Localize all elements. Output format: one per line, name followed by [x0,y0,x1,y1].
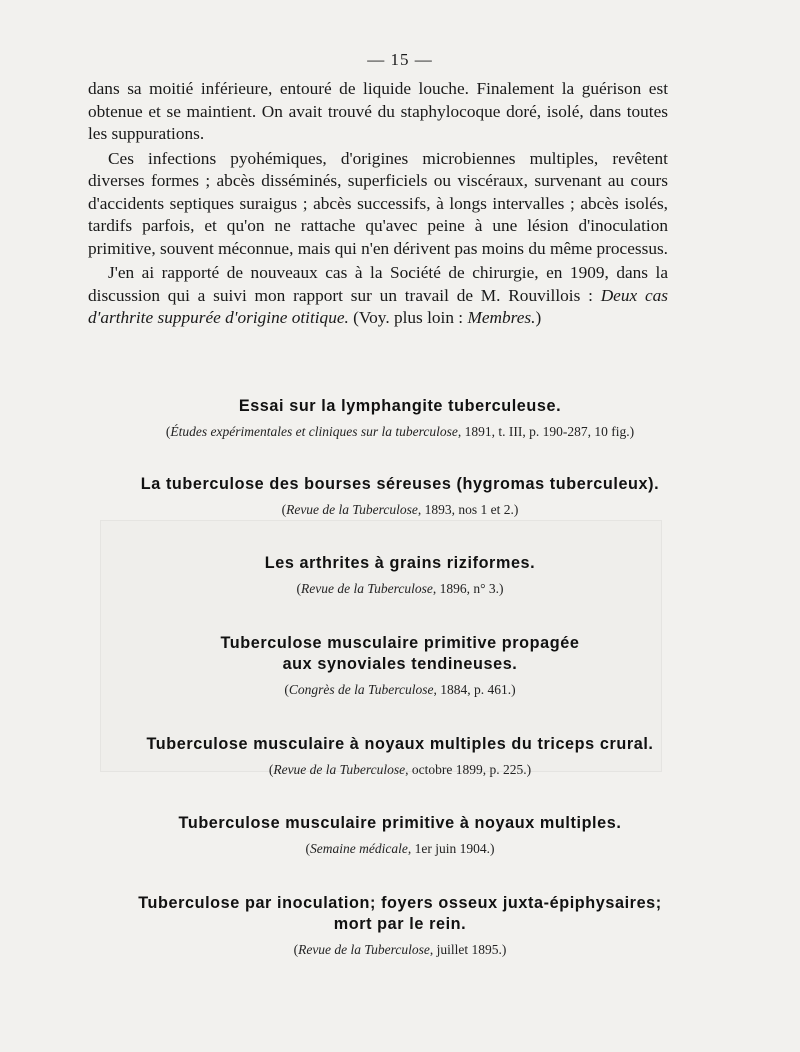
entry-reference [0,681,800,699]
ref-paren: ( [296,581,301,596]
bibliography-entry [0,553,800,598]
bibliography-entry [0,734,800,779]
entry-reference [0,840,800,858]
ref-journal: Revue de la Tuberculose [298,942,430,957]
ref-journal: Revue de la Tuberculose [273,762,406,777]
ref-details: , octobre 1899, p. 225.) [405,762,532,777]
paragraph-3-cited-title: Deux cas d'arthrite suppurée d'origine otitique. [88,285,668,327]
ref-details: , 1893, nos 1 et 2.) [417,502,519,517]
ref-details: , 1896, n° 3.) [432,581,504,596]
entry-title: Tuberculose musculaire primitive à noyaux multiples. [178,814,622,832]
paragraph-2: Ces infections pyohémiques, d'origines microbiennes multiples, revêtent diverses formes ; abcès disséminés, superficiels ou viscéraux, survenant au cours d'accidents septiques suraigus ; abcès successifs, à longs intervalles ; abcès isolés, tardifs parfois, et qu'on ne rattache qu'avec peine à une lésion d'inoculation primitive, souvent méconnue, mais qui n'en dérivent pas moins du même processus. [88,148,669,258]
paragraph-3 [88,262,668,330]
ref-details: , juillet 1895.) [429,942,507,957]
entry-reference [0,423,800,441]
ref-journal: Revue de la Tuberculose [301,581,433,596]
paragraph-3-text-mid: (Voy. plus loin : [348,308,468,327]
ref-details: , 1891, t. III, p. 190-287, 10 fig.) [457,424,635,439]
body-text [88,78,668,330]
ref-journal: Congrès de la Tuberculose [288,682,434,697]
bibliography-entry [0,396,800,441]
ref-paren: ( [293,942,299,957]
page-number: — 15 — [367,50,433,69]
ref-paren: ( [284,682,289,697]
entry-reference [0,580,800,598]
ref-details: , 1884, p. 461.) [433,682,516,697]
ref-journal: Revue de la Tuberculose [286,502,418,517]
entry-reference [0,941,800,959]
ref-journal: Études expérimentales et cliniques sur la tuberculose [170,424,458,439]
entry-title: La tuberculose des bourses séreuses (hygromas tuberculeux). [140,475,660,493]
entry-reference [0,761,800,779]
ref-paren: ( [268,762,274,777]
bibliography-entry [0,474,800,519]
entry-title: Les arthrites à grains riziformes. [264,554,536,572]
ref-paren: ( [305,841,311,856]
paragraph-3-section-ref: Membres. [467,308,536,327]
entry-reference [0,501,800,519]
bibliography-entry [0,893,800,959]
entry-title: Tuberculose musculaire primitive propagée aux synoviales tendineuses. [220,634,580,673]
paragraph-3-text: J'en ai rapporté de nouveaux cas à la Société de chirurgie, en 1909, dans la discussion qui a suivi mon rapport sur un travail de M. Rouvillois : [88,263,668,305]
entry-title: Tuberculose par inoculation; foyers osseux juxta-épiphysaires; mort par le rein. [138,894,662,933]
bibliography-entry [0,633,800,699]
ref-details: , 1er juin 1904.) [407,841,495,856]
paragraph-1: dans sa moitié inférieure, entouré de liquide louche. Finalement la guérison est obtenue et se maintient. On avait trouvé du staphylocoque doré, isolé, dans toutes les suppurations. [88,79,668,143]
paragraph-3-text-end: ) [535,308,542,327]
entry-title: Tuberculose musculaire à noyaux multiples du triceps crural. [146,735,654,753]
ref-journal: Semaine médicale [310,841,408,856]
ref-paren: ( [165,424,171,439]
bibliography-entry [0,813,800,858]
ref-paren: ( [281,502,287,517]
entry-title: Essai sur la lymphangite tuberculeuse. [238,397,562,415]
